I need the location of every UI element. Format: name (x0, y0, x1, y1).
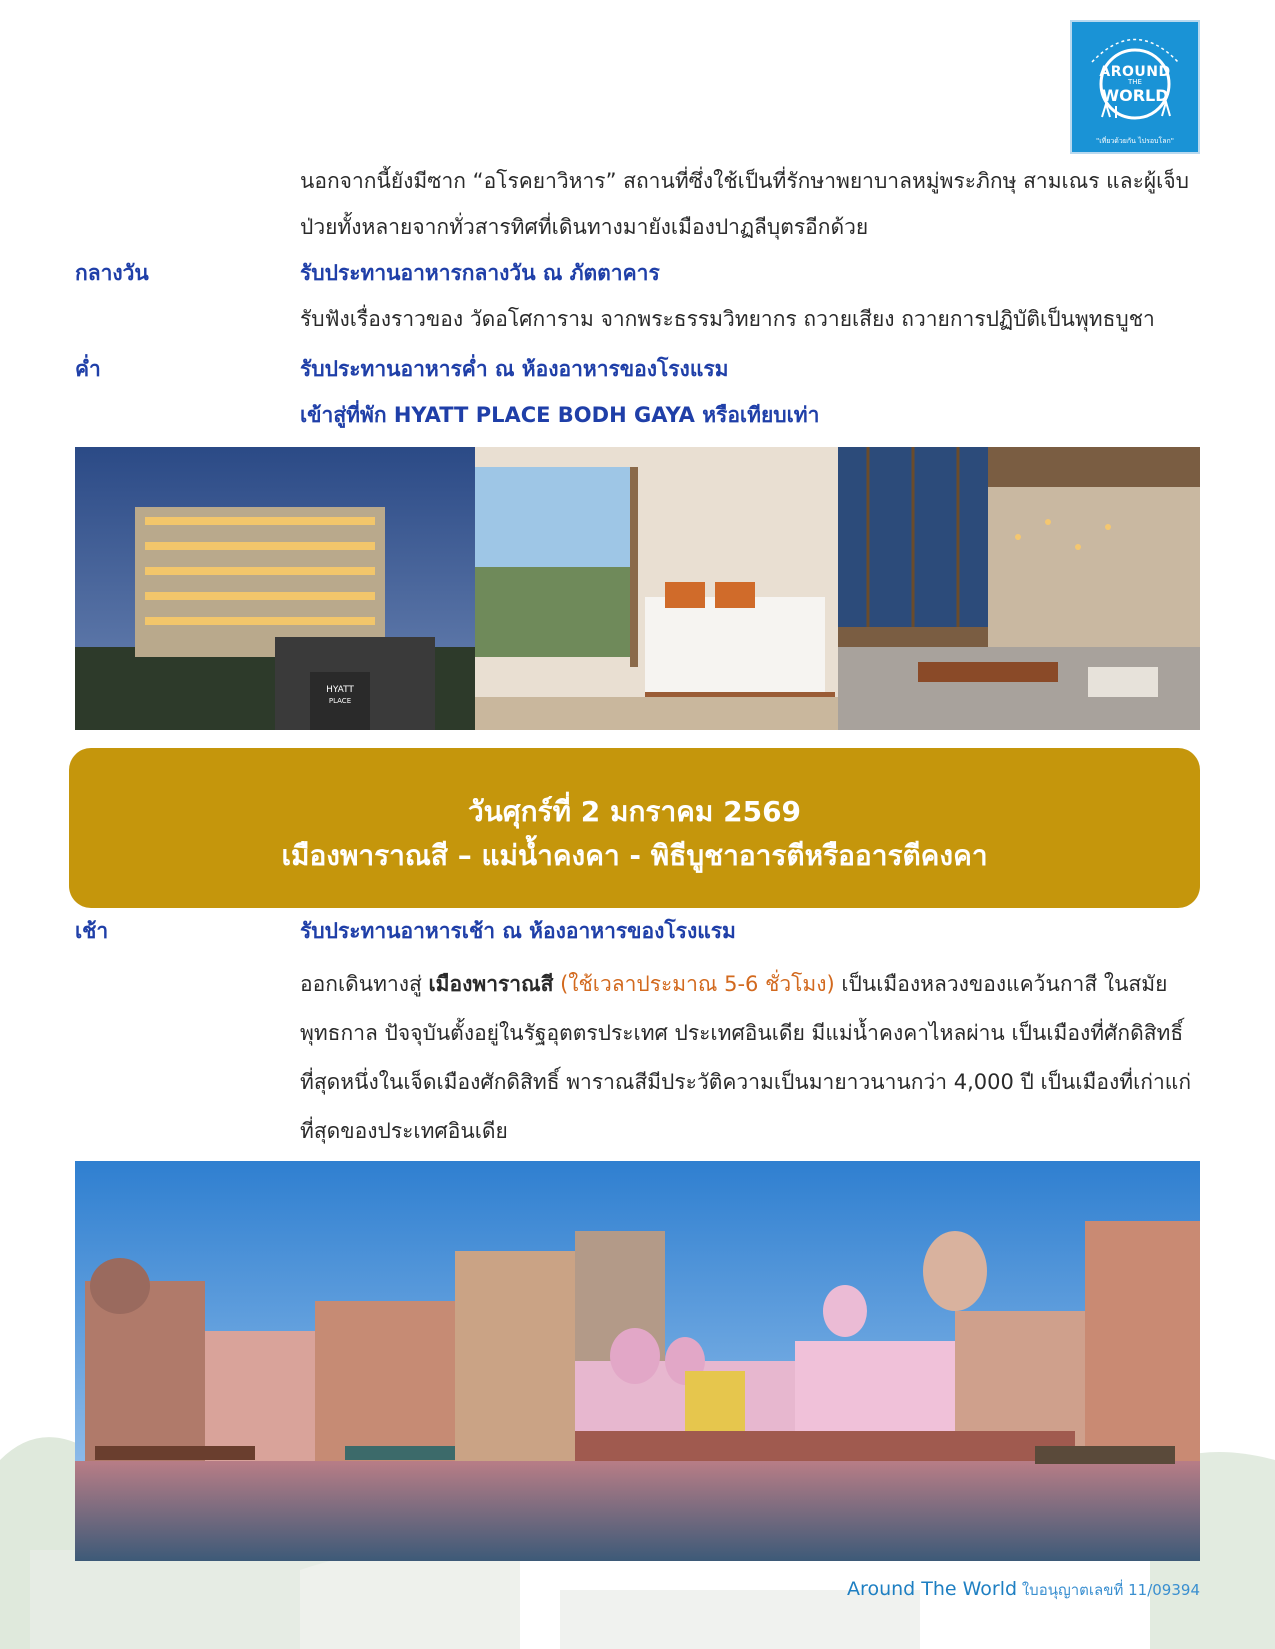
intro-paragraph: นอกจากนี้ยังมีซาก “อโรคยาวิหาร” สถานที่ซึ่งใช้เป็นที่รักษาพยาบาลหมู่พระภิกษุ สามเณร และผู้เจ็บป่วยทั้งหลายจากทั่วสารทิศที่เดินทางมายังเมืองปาฏลีบุตรอีกด้วย (300, 169, 1189, 239)
logo-text-around: AROUND (1099, 64, 1171, 80)
logo-text-world: WORLD (1101, 86, 1169, 105)
hotel-bedroom-photo (475, 447, 838, 730)
logo-tagline: "เที่ยวด้วยกัน ไปรอบโลก" (1096, 137, 1174, 145)
varanasi-paragraph (300, 960, 1200, 1156)
hotel-sign-place: PLACE (328, 697, 352, 705)
varanasi-paragraph-intro: ออกเดินทางสู่ (300, 972, 429, 996)
schedule-label-lunch: กลางวัน (75, 261, 149, 285)
schedule-heading-dinner: รับประทานอาหารค่ำ ณ ห้องอาหารของโรงแรม (300, 357, 729, 381)
schedule-heading-breakfast: รับประทานอาหารเช้า ณ ห้องอาหารของโรงแรม (300, 919, 736, 943)
logo-text-the: THE (1128, 78, 1142, 86)
footer (0, 1578, 1200, 1602)
footer-company: Around The World (847, 1578, 1018, 1600)
varanasi-paragraph-body: เป็นเมืองหลวงของแคว้นกาสี ในสมัยพุทธกาล ปัจจุบันตั้งอยู่ในรัฐอุตตรประเทศ ประเทศอินเดีย มีแม่น้ำคงคาไหลผ่าน เป็นเมืองที่ศักดิสิทธิ์ที่สุดหนึ่งในเจ็ดเมืองศักดิสิทธิ์ พาราณสีมีประวัติความเป็นมายาวนานกว่า 4,000 ปี เป็นเมืองที่เก่าแก่ที่สุดของประเทศอินเดีย (300, 972, 1192, 1143)
varanasi-city-name: เมืองพาราณสี (428, 972, 554, 996)
footer-license: ใบอนุญาตเลขที่ 11/09394 (1017, 1581, 1200, 1599)
day-banner (69, 748, 1200, 908)
travel-duration-note: (ใช้เวลาประมาณ 5-6 ชั่วโมง) (553, 972, 835, 996)
schedule-detail-lunch: รับฟังเรื่องราวของ วัดอโศการาม จากพระธรรมวิทยากร ถวายเสียง ถวายการปฏิบัติเป็นพุทธบูชา (300, 307, 1155, 331)
schedule-label-breakfast: เช้า (75, 919, 109, 943)
varanasi-ghats-photo (75, 1161, 1200, 1561)
schedule-heading-lunch: รับประทานอาหารกลางวัน ณ ภัตตาคาร (300, 261, 660, 285)
day-banner-title: วันศุกร์ที่ 2 มกราคม 2569 (467, 795, 802, 828)
hotel-sign-hyatt: HYATT (326, 685, 354, 695)
schedule-label-dinner: ค่ำ (75, 357, 101, 381)
hotel-exterior-photo (75, 447, 475, 730)
hotel-lobby-photo (838, 447, 1200, 730)
day-banner-subtitle: เมืองพาราณสี – แม่น้ำคงคา - พิธีบูชาอารตีหรืออารตีคงคา (281, 839, 988, 872)
schedule-detail-hotel: เข้าสู่ที่พัก HYATT PLACE BODH GAYA หรือเทียบเท่า (300, 403, 820, 427)
company-logo (1070, 20, 1200, 154)
